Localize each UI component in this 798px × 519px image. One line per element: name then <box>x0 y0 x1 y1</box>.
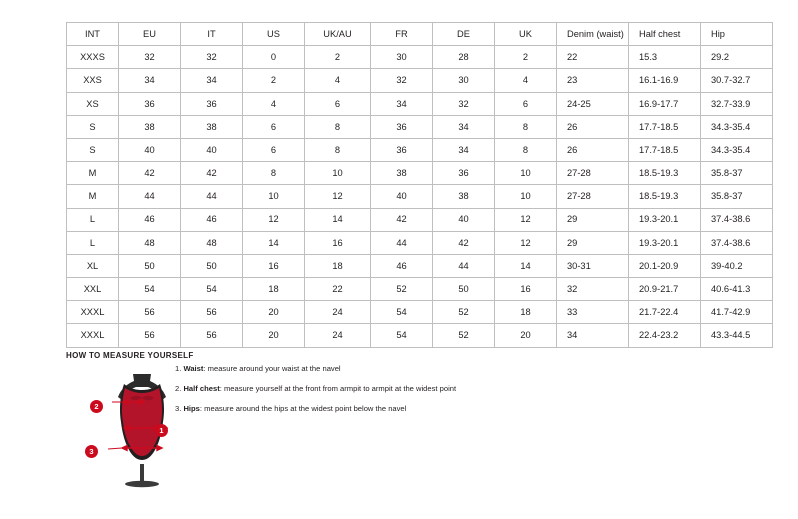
column-header-uk: UK <box>495 23 557 46</box>
size-chart-table-wrapper <box>66 22 751 348</box>
cell-int: XXS <box>67 69 119 92</box>
cell-us: 6 <box>243 115 305 138</box>
cell-denim-waist: 32 <box>557 278 629 301</box>
column-header-us: US <box>243 23 305 46</box>
cell-eu: 34 <box>119 69 181 92</box>
cell-us: 0 <box>243 46 305 69</box>
cell-half-chest: 20.9-21.7 <box>629 278 701 301</box>
cell-it: 46 <box>181 208 243 231</box>
instruction-hips <box>175 404 575 414</box>
cell-de: 36 <box>433 162 495 185</box>
instruction-waist-text: : measure around your waist at the navel <box>203 364 341 373</box>
instruction-waist-prefix: 1. <box>175 364 184 373</box>
cell-us: 20 <box>243 324 305 347</box>
cell-hip: 34.3-35.4 <box>701 115 773 138</box>
cell-denim-waist: 27-28 <box>557 162 629 185</box>
table-row <box>67 278 773 301</box>
cell-uk-au: 22 <box>305 278 371 301</box>
table-row <box>67 69 773 92</box>
cell-it: 42 <box>181 162 243 185</box>
cell-int: XS <box>67 92 119 115</box>
cell-it: 38 <box>181 115 243 138</box>
cell-it: 56 <box>181 324 243 347</box>
instruction-hips-text: : measure around the hips at the widest point below the navel <box>199 403 407 413</box>
cell-de: 40 <box>433 208 495 231</box>
cell-uk-au: 4 <box>305 69 371 92</box>
cell-hip: 32.7-33.9 <box>701 92 773 115</box>
column-header-hip: Hip <box>701 23 773 46</box>
measurement-instructions <box>175 364 575 424</box>
cell-uk-au: 10 <box>305 162 371 185</box>
cell-eu: 42 <box>119 162 181 185</box>
cell-hip: 29.2 <box>701 46 773 69</box>
cell-half-chest: 15.3 <box>629 46 701 69</box>
cell-uk-au: 8 <box>305 138 371 161</box>
cell-eu: 48 <box>119 231 181 254</box>
cell-uk: 2 <box>495 46 557 69</box>
cell-us: 10 <box>243 185 305 208</box>
cell-denim-waist: 26 <box>557 115 629 138</box>
instruction-half-chest-text: : measure yourself at the front from armpit to armpit at the widest point <box>219 383 457 393</box>
cell-half-chest: 17.7-18.5 <box>629 138 701 161</box>
cell-uk-au: 18 <box>305 254 371 277</box>
cell-int: XL <box>67 254 119 277</box>
cell-de: 28 <box>433 46 495 69</box>
cell-us: 18 <box>243 278 305 301</box>
instruction-half-chest-prefix: 2. <box>175 383 184 393</box>
cell-uk: 14 <box>495 254 557 277</box>
cell-eu: 38 <box>119 115 181 138</box>
callout-badge-2: 2 <box>90 400 103 413</box>
cell-hip: 35.8-37 <box>701 162 773 185</box>
cell-uk: 4 <box>495 69 557 92</box>
cell-it: 32 <box>181 46 243 69</box>
cell-uk: 10 <box>495 162 557 185</box>
cell-denim-waist: 27-28 <box>557 185 629 208</box>
cell-fr: 54 <box>371 324 433 347</box>
instruction-half-chest <box>175 384 575 394</box>
cell-denim-waist: 34 <box>557 324 629 347</box>
cell-denim-waist: 22 <box>557 46 629 69</box>
cell-fr: 54 <box>371 301 433 324</box>
cell-denim-waist: 23 <box>557 69 629 92</box>
cell-hip: 34.3-35.4 <box>701 138 773 161</box>
cell-uk: 8 <box>495 138 557 161</box>
how-to-measure-title: HOW TO MEASURE YOURSELF <box>66 351 194 360</box>
cell-uk: 18 <box>495 301 557 324</box>
cell-it: 56 <box>181 301 243 324</box>
cell-it: 34 <box>181 69 243 92</box>
cell-hip: 43.3-44.5 <box>701 324 773 347</box>
table-body <box>67 46 773 347</box>
cell-uk-au: 16 <box>305 231 371 254</box>
cell-eu: 32 <box>119 46 181 69</box>
cell-uk-au: 6 <box>305 92 371 115</box>
cell-eu: 44 <box>119 185 181 208</box>
cell-it: 36 <box>181 92 243 115</box>
cell-uk-au: 8 <box>305 115 371 138</box>
cell-uk-au: 24 <box>305 324 371 347</box>
cell-int: XXXL <box>67 324 119 347</box>
table-row <box>67 115 773 138</box>
cell-eu: 40 <box>119 138 181 161</box>
cell-de: 52 <box>433 324 495 347</box>
instruction-hips-term: Hips <box>183 403 200 413</box>
cell-it: 44 <box>181 185 243 208</box>
cell-uk: 8 <box>495 115 557 138</box>
table-row <box>67 231 773 254</box>
cell-denim-waist: 33 <box>557 301 629 324</box>
cell-int: XXL <box>67 278 119 301</box>
instruction-waist-term: Waist <box>183 364 204 373</box>
cell-half-chest: 19.3-20.1 <box>629 208 701 231</box>
callout-badge-3: 3 <box>85 445 98 458</box>
cell-denim-waist: 30-31 <box>557 254 629 277</box>
cell-eu: 36 <box>119 92 181 115</box>
cell-hip: 41.7-42.9 <box>701 301 773 324</box>
cell-de: 34 <box>433 138 495 161</box>
cell-half-chest: 17.7-18.5 <box>629 115 701 138</box>
cell-uk: 20 <box>495 324 557 347</box>
cell-de: 30 <box>433 69 495 92</box>
table-row <box>67 208 773 231</box>
cell-it: 54 <box>181 278 243 301</box>
cell-uk-au: 14 <box>305 208 371 231</box>
cell-denim-waist: 29 <box>557 231 629 254</box>
cell-hip: 37.4-38.6 <box>701 208 773 231</box>
cell-int: XXXL <box>67 301 119 324</box>
callout-badge-1: 1 <box>155 424 168 437</box>
cell-hip: 39-40.2 <box>701 254 773 277</box>
cell-fr: 44 <box>371 231 433 254</box>
column-header-it: IT <box>181 23 243 46</box>
cell-half-chest: 21.7-22.4 <box>629 301 701 324</box>
cell-fr: 32 <box>371 69 433 92</box>
cell-int: S <box>67 115 119 138</box>
cell-fr: 34 <box>371 92 433 115</box>
cell-uk-au: 2 <box>305 46 371 69</box>
cell-de: 52 <box>433 301 495 324</box>
table-row <box>67 254 773 277</box>
cell-half-chest: 18.5-19.3 <box>629 162 701 185</box>
cell-half-chest: 22.4-23.2 <box>629 324 701 347</box>
cell-half-chest: 18.5-19.3 <box>629 185 701 208</box>
table-row <box>67 324 773 347</box>
cell-us: 4 <box>243 92 305 115</box>
cell-denim-waist: 26 <box>557 138 629 161</box>
cell-it: 48 <box>181 231 243 254</box>
instruction-waist <box>175 364 575 374</box>
table-header-row <box>67 23 773 46</box>
cell-de: 42 <box>433 231 495 254</box>
table-row <box>67 92 773 115</box>
table-row <box>67 301 773 324</box>
cell-hip: 35.8-37 <box>701 185 773 208</box>
cell-de: 50 <box>433 278 495 301</box>
size-chart-table <box>66 22 773 348</box>
cell-de: 32 <box>433 92 495 115</box>
cell-fr: 46 <box>371 254 433 277</box>
cell-uk: 12 <box>495 231 557 254</box>
cell-fr: 30 <box>371 46 433 69</box>
cell-half-chest: 16.1-16.9 <box>629 69 701 92</box>
column-header-int: INT <box>67 23 119 46</box>
cell-uk: 12 <box>495 208 557 231</box>
cell-int: M <box>67 162 119 185</box>
cell-us: 20 <box>243 301 305 324</box>
column-header-denim-waist: Denim (waist) <box>557 23 629 46</box>
column-header-fr: FR <box>371 23 433 46</box>
cell-eu: 56 <box>119 324 181 347</box>
cell-de: 34 <box>433 115 495 138</box>
cell-int: L <box>67 208 119 231</box>
cell-us: 12 <box>243 208 305 231</box>
instruction-half-chest-term: Half chest <box>183 383 220 393</box>
column-header-uk-au: UK/AU <box>305 23 371 46</box>
cell-fr: 40 <box>371 185 433 208</box>
cell-us: 2 <box>243 69 305 92</box>
cell-de: 38 <box>433 185 495 208</box>
cell-denim-waist: 29 <box>557 208 629 231</box>
cell-eu: 46 <box>119 208 181 231</box>
cell-fr: 36 <box>371 138 433 161</box>
cell-eu: 50 <box>119 254 181 277</box>
cell-us: 8 <box>243 162 305 185</box>
cell-denim-waist: 24-25 <box>557 92 629 115</box>
column-header-eu: EU <box>119 23 181 46</box>
cell-it: 50 <box>181 254 243 277</box>
cell-de: 44 <box>433 254 495 277</box>
cell-uk: 16 <box>495 278 557 301</box>
cell-half-chest: 20.1-20.9 <box>629 254 701 277</box>
cell-hip: 37.4-38.6 <box>701 231 773 254</box>
cell-fr: 36 <box>371 115 433 138</box>
cell-int: XXXS <box>67 46 119 69</box>
cell-it: 40 <box>181 138 243 161</box>
cell-eu: 54 <box>119 278 181 301</box>
cell-uk-au: 24 <box>305 301 371 324</box>
column-header-de: DE <box>433 23 495 46</box>
cell-uk-au: 12 <box>305 185 371 208</box>
cell-uk: 6 <box>495 92 557 115</box>
cell-fr: 42 <box>371 208 433 231</box>
cell-hip: 30.7-32.7 <box>701 69 773 92</box>
cell-us: 14 <box>243 231 305 254</box>
cell-int: S <box>67 138 119 161</box>
cell-us: 6 <box>243 138 305 161</box>
table-row <box>67 162 773 185</box>
table-row <box>67 138 773 161</box>
cell-fr: 52 <box>371 278 433 301</box>
cell-half-chest: 16.9-17.7 <box>629 92 701 115</box>
cell-uk: 10 <box>495 185 557 208</box>
cell-int: L <box>67 231 119 254</box>
table-row <box>67 46 773 69</box>
table-row <box>67 185 773 208</box>
instruction-hips-prefix: 3. <box>175 403 184 413</box>
cell-int: M <box>67 185 119 208</box>
cell-eu: 56 <box>119 301 181 324</box>
cell-hip: 40.6-41.3 <box>701 278 773 301</box>
cell-fr: 38 <box>371 162 433 185</box>
cell-half-chest: 19.3-20.1 <box>629 231 701 254</box>
cell-us: 16 <box>243 254 305 277</box>
column-header-half-chest: Half chest <box>629 23 701 46</box>
